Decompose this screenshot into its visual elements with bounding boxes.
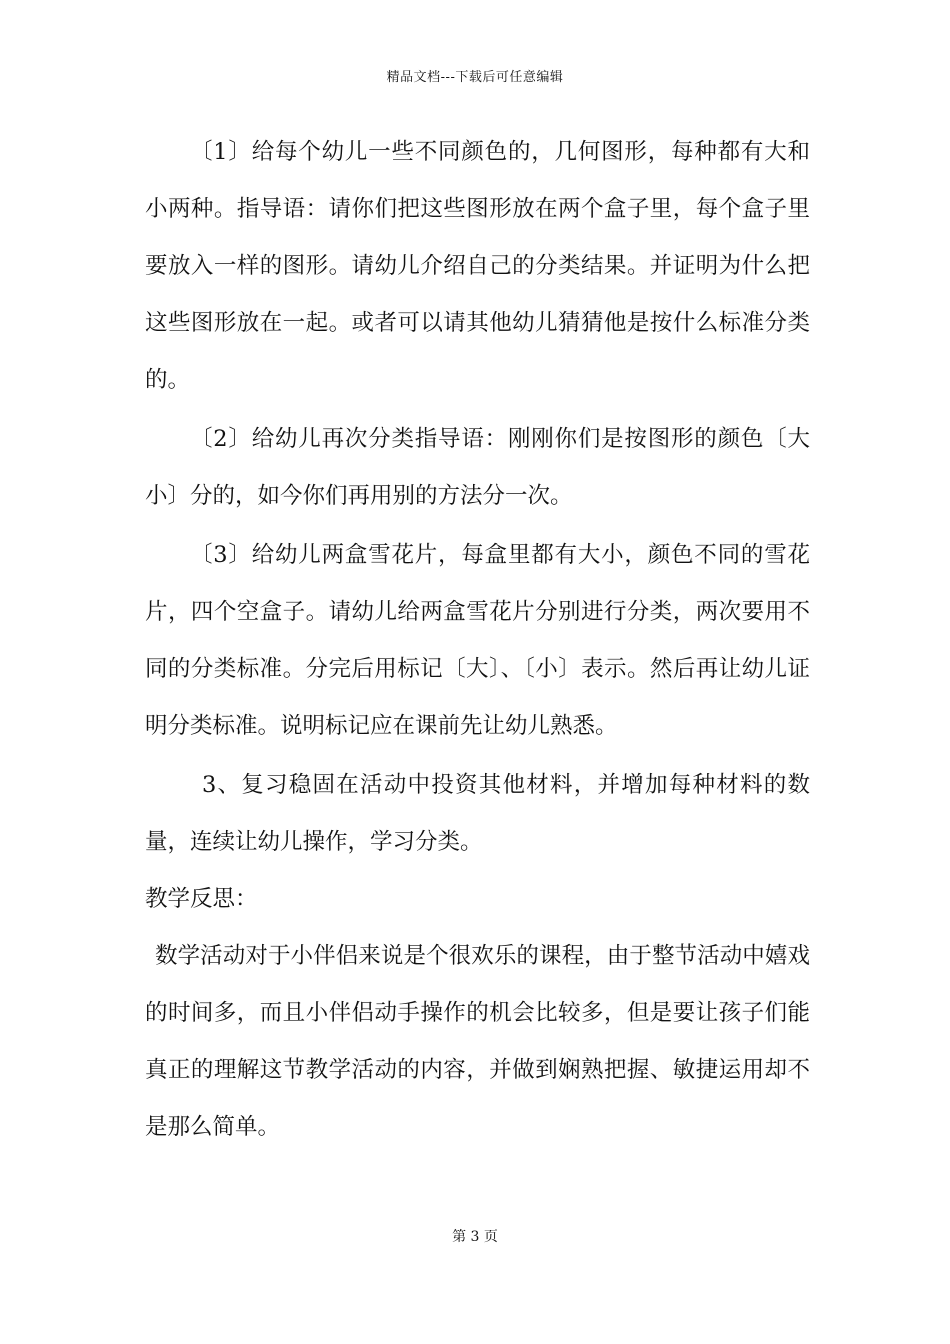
reflection-heading: 教学反思： <box>145 886 258 912</box>
page-number: 第 3 页 <box>452 1229 498 1245</box>
paragraph-step-2: 〔2〕给幼儿再次分类指导语：刚刚你们是按图形的颜色〔大小〕分的，如今你们再用别的方法分一次。 <box>145 426 810 509</box>
paragraph-step-1: 〔1〕给每个幼儿一些不同颜色的，几何图形，每种都有大和小两种。指导语：请你们把这些图形放在两个盒子里，每个盒子里要放入一样的图形。请幼儿介绍自己的分类结果。并证明为什么把这些图形放在一起。或者可以请其他幼儿猜猜他是按什么标准分类的。 <box>145 139 810 393</box>
document-body <box>145 124 810 1156</box>
paragraph-step-3: 〔3〕给幼儿两盒雪花片，每盒里都有大小，颜色不同的雪花片，四个空盒子。请幼儿给两盒雪花片分别进行分类，两次要用不同的分类标准。分完后用标记〔大〕、〔小〕表示。然后再让幼儿证明分类标准。说明标记应在课前先让幼儿熟悉。 <box>145 542 810 739</box>
paragraph-reflection: 数学活动对于小伴侣来说是个很欢乐的课程，由于整节活动中嬉戏的时间多，而且小伴侣动手操作的机会比较多，但是要让孩子们能真正的理解这节教学活动的内容，并做到娴熟把握、敏捷运用却不是那么简单。 <box>145 943 810 1140</box>
paragraph-review: 3、复习稳固在活动中投资其他材料，并增加每种材料的数量，连续让幼儿操作，学习分类。 <box>145 772 810 855</box>
page-header: 精品文档---下载后可任意编辑 <box>386 70 564 85</box>
